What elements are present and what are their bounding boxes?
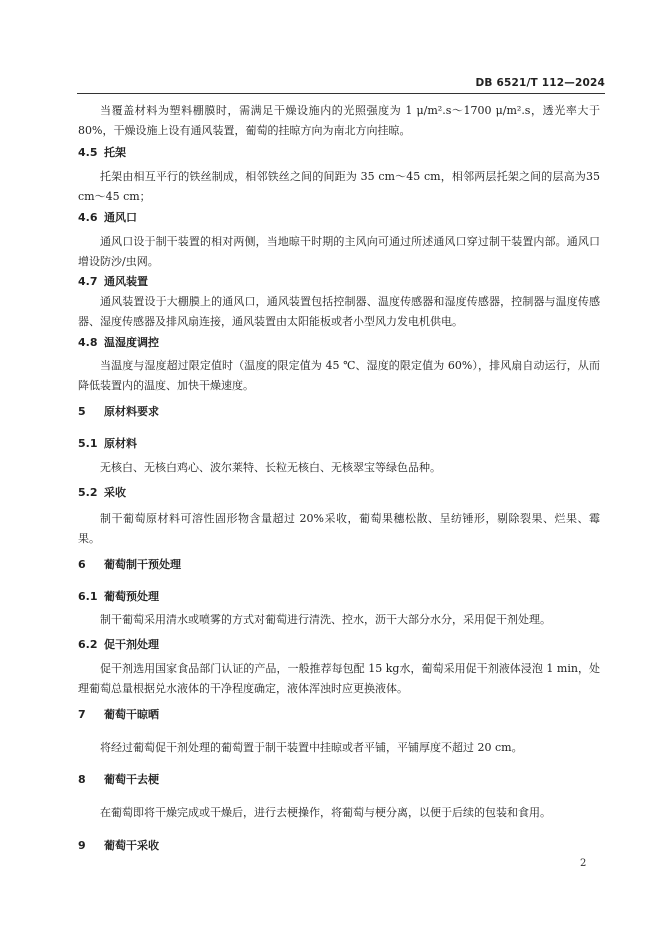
section-title: 原材料要求	[104, 405, 159, 418]
section-title: 原材料	[104, 437, 137, 450]
section-heading-8	[78, 770, 600, 790]
section-number: 4.6	[78, 211, 98, 224]
section-heading-5	[78, 402, 600, 422]
section-heading-6-1	[78, 587, 600, 607]
section-number: 6.1	[78, 590, 98, 603]
section-heading-4-8	[78, 333, 600, 353]
paragraph-ventilation-device: 通风装置设于大棚膜上的通风口，通风装置包括控制器、温度传感器和湿度传感器，控制器与温度传感器、湿度传感器及排风扇连接，通风装置由太阳能板或者小型风力发电机供电。	[78, 295, 600, 328]
section-number: 6.2	[78, 638, 98, 651]
section-title: 采收	[104, 486, 126, 499]
section-title: 促干剂处理	[104, 638, 159, 651]
section-heading-5-1	[78, 434, 600, 454]
section-heading-4-5	[78, 143, 600, 163]
section-number: 5	[78, 405, 86, 418]
section-number: 5.2	[78, 486, 98, 499]
section-heading-6	[78, 555, 600, 575]
paragraph-drying: 将经过葡萄促干剂处理的葡萄置于制干装置中挂晾或者平铺，平铺厚度不超过 20 cm。	[100, 741, 523, 754]
paragraph-destemming: 在葡萄即将干燥完成或干燥后，进行去梗操作，将葡萄与梗分离，以便于后续的包装和食用。	[100, 806, 551, 819]
section-title: 葡萄制干预处理	[104, 558, 181, 571]
section-heading-9	[78, 836, 600, 856]
paragraph-drying-agent: 促干剂选用国家食品部门认证的产品，一般推荐每包配 15 kg水，葡萄采用促干剂液体浸泡 1 min，处理葡萄总量根据兑水液体的干净程度确定，液体浑浊时应更换液体。	[78, 662, 600, 695]
section-number: 5.1	[78, 437, 98, 450]
section-heading-7	[78, 705, 600, 725]
paragraph-temp-humidity: 当温度与湿度超过限定值时（温度的限定值为 45 ℃、湿度的限定值为 60%），排风扇自动运行，从而降低装置内的温度、加快干燥速度。	[78, 359, 600, 392]
section-title: 葡萄干采收	[104, 839, 159, 852]
section-title: 通风口	[104, 211, 137, 224]
section-heading-6-2	[78, 635, 600, 655]
section-title: 通风装置	[104, 275, 148, 288]
paragraph-raw-materials: 无核白、无核白鸡心、波尔莱特、长粒无核白、无核翠宝等绿色品种。	[100, 461, 441, 474]
section-title: 葡萄预处理	[104, 590, 159, 603]
section-number: 4.7	[78, 275, 98, 288]
section-number: 9	[78, 839, 86, 852]
section-number: 8	[78, 773, 86, 786]
section-number: 4.8	[78, 336, 98, 349]
section-number: 6	[78, 558, 86, 571]
paragraph-harvest: 制干葡萄原材料可溶性固形物含量超过 20%采收，葡萄果穗松散、呈纺锤形，剔除裂果、烂果、霉果。	[78, 512, 600, 545]
page-number: 2	[580, 858, 587, 869]
section-title: 葡萄干晾晒	[104, 708, 159, 721]
document-code: DB 6521/T 112—2024	[475, 77, 605, 89]
section-heading-4-7	[78, 272, 600, 292]
section-title: 温湿度调控	[104, 336, 159, 349]
section-heading-5-2	[78, 483, 600, 503]
section-heading-4-6	[78, 208, 600, 228]
paragraph-rack: 托架由相互平行的铁丝制成，相邻铁丝之间的间距为 35 cm～45 cm，相邻两层托架之间的层高为35 cm～45 cm；	[78, 170, 600, 203]
paragraph-vent: 通风口设于制干装置的相对两侧，当地晾干时期的主风向可通过所述通风口穿过制干装置内部。通风口增设防沙/虫网。	[78, 235, 600, 268]
section-title: 托架	[104, 146, 126, 159]
section-title: 葡萄干去梗	[104, 773, 159, 786]
section-number: 7	[78, 708, 86, 721]
paragraph-pretreatment: 制干葡萄采用清水或喷雾的方式对葡萄进行清洗、控水，沥干大部分水分，采用促干剂处理。	[100, 613, 551, 626]
paragraph-film-cover: 当覆盖材料为塑料棚膜时，需满足干燥设施内的光照强度为 1 μ/m².s～1700 μ/m².s，透光率大于80%，干燥设施上设有通风装置，葡萄的挂晾方向为南北方向挂晾。	[78, 104, 600, 137]
section-number: 4.5	[78, 146, 98, 159]
header-divider	[77, 93, 605, 94]
